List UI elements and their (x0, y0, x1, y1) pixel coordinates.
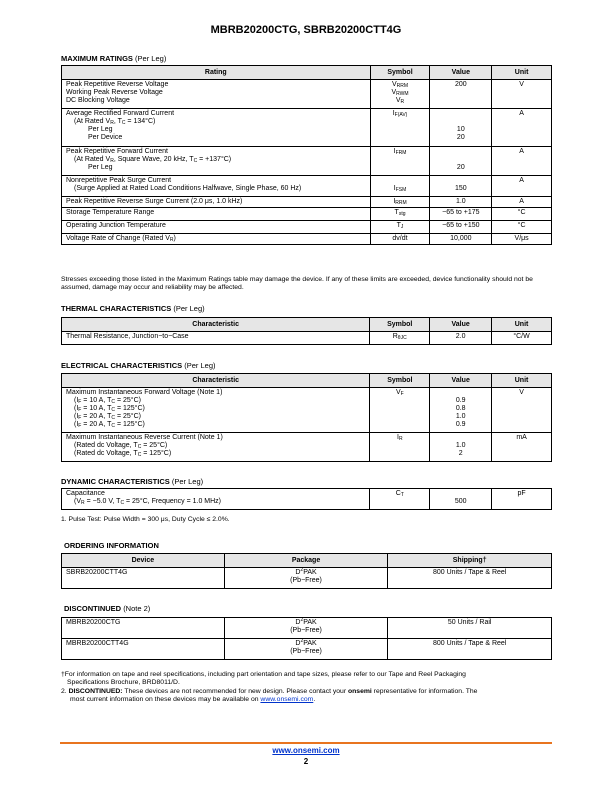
symbol: $V_F$ (370, 388, 430, 433)
unit: A (492, 197, 552, 208)
package-cell: $D^2PAK$ (Pb−Free) (224, 639, 388, 660)
symbol: $I_{FSM}$ (370, 176, 430, 197)
symbol: $T_{stg}$ (370, 208, 430, 221)
test-condition: ($I_F = 20$ A, $T_C = 125^\circ C$) (74, 421, 145, 429)
table-header-row (62, 318, 552, 332)
value: −65 to +175 (430, 208, 492, 221)
table-row (62, 618, 552, 639)
unit: V (492, 80, 552, 109)
col-header: Device (62, 554, 225, 568)
pulse-test-note: 1. Pulse Test: Pulse Width = 300 μs, Duty Cycle ≤ 2.0%. (61, 516, 230, 523)
device-cell: SBRB20200CTT4G (62, 568, 225, 589)
table-row (62, 109, 552, 147)
characteristic-label: Thermal Resistance, Junction−to−Case (62, 332, 370, 345)
rating-condition: (At Rated $V_R$, $T_C = 134^\circ C$) (74, 118, 156, 126)
page-header-title: MBRB20200CTG, SBRB20200CTT4G (210, 24, 402, 36)
table-row (62, 388, 552, 433)
electrical-table (61, 373, 552, 462)
value: −65 to +150 (430, 221, 492, 234)
rating-label: Peak Repetitive Forward Current (66, 148, 168, 155)
col-header: Shipping† (388, 554, 552, 568)
shipping-cell: 800 Units / Tape & Reel (388, 639, 552, 660)
value: 10,000 (430, 234, 492, 245)
shipping-cell: 50 Units / Rail (388, 618, 552, 639)
value: 150 (430, 176, 492, 197)
value: 200 (430, 80, 492, 109)
dynamic-table (61, 488, 552, 510)
col-header: Value (430, 66, 492, 80)
rating-label: Peak Repetitive Reverse Surge Current (2.0 μs, 1.0 kHz) (62, 197, 371, 208)
table-row (62, 80, 552, 109)
unit: A (492, 109, 552, 147)
col-header: Rating (62, 66, 371, 80)
unit: A (492, 176, 552, 197)
dynamic-heading: DYNAMIC CHARACTERISTICS (Per Leg) (61, 477, 204, 486)
max-ratings-sub: (Per Leg) (135, 54, 167, 63)
symbol: $C_T$ (370, 489, 430, 510)
table-header-row (62, 66, 552, 80)
unit: mA (492, 433, 552, 462)
rating-label: Storage Temperature Range (62, 208, 371, 221)
rating-label: Voltage Rate of Change (Rated $V_R$) (62, 234, 371, 245)
rating-label: Working Peak Reverse Voltage (66, 89, 163, 96)
characteristic-label: Maximum Instantaneous Reverse Current (Note 1) (66, 434, 223, 441)
symbol: $I_{F(AV)}$ (370, 109, 430, 147)
footer-divider (60, 742, 552, 744)
ordering-heading: ORDERING INFORMATION (64, 541, 159, 550)
test-condition: (Rated dc Voltage, $T_C = 125^\circ C$) (74, 450, 172, 458)
symbol: $V_{RRM}$ (391, 81, 409, 89)
electrical-heading: ELECTRICAL CHARACTERISTICS (Per Leg) (61, 361, 216, 370)
rating-label: DC Blocking Voltage (66, 97, 130, 104)
table-row (62, 332, 552, 345)
col-header: Characteristic (62, 374, 370, 388)
rating-condition: (Surge Applied at Rated Load Conditions Halfwave, Single Phase, 60 Hz) (74, 185, 302, 192)
rating-label: Peak Repetitive Reverse Voltage (66, 81, 169, 88)
package-cell: $D^2PAK$ (Pb−Free) (224, 568, 388, 589)
table-row (62, 489, 552, 510)
value: 2.0 (430, 332, 492, 345)
col-header: Symbol (370, 374, 430, 388)
unit: V (492, 388, 552, 433)
rating-label: Operating Junction Temperature (62, 221, 371, 234)
rating-condition: (At Rated $V_R$, Square Wave, 20 kHz, $T_C = +137^\circ C$) (74, 156, 232, 164)
device-cell: MBRB20200CTT4G (62, 639, 225, 660)
value: 1.0 (430, 197, 492, 208)
test-condition: ($I_F = 10$ A, $T_C = 125^\circ C$) (74, 405, 145, 413)
symbol: $I_{RRM}$ (370, 197, 430, 208)
col-header: Package (224, 554, 388, 568)
table-header-row (62, 374, 552, 388)
col-header: Characteristic (62, 318, 370, 332)
col-header: Unit (492, 374, 552, 388)
unit: pF (492, 489, 552, 510)
unit: V/μs (492, 234, 552, 245)
test-condition: ($V_R = -5.0$ V, $T_C = 25^\circ C$, Frequency = 1.0 MHz) (74, 498, 222, 506)
value: 1.0 2 (430, 433, 492, 462)
characteristic-label: Maximum Instantaneous Forward Voltage (Note 1) (66, 389, 223, 396)
discontinued-table (61, 617, 552, 660)
shipping-cell: 800 Units / Tape & Reel (388, 568, 552, 589)
table-row (62, 147, 552, 176)
thermal-heading: THERMAL CHARACTERISTICS (Per Leg) (61, 304, 205, 313)
test-condition: ($I_F = 20$ A, $T_C = 25^\circ C$) (74, 413, 141, 421)
rating-label: Per Device (88, 134, 123, 141)
footer-website-link[interactable]: www.onsemi.com (272, 746, 340, 755)
footer-link-wrap (0, 746, 612, 755)
table-row (62, 221, 552, 234)
test-condition: (Rated dc Voltage, $T_C = 25^\circ C$) (74, 442, 168, 450)
max-ratings-heading (61, 54, 166, 63)
symbol: $V_{RWM}$ (391, 89, 409, 97)
symbol: $R_{\theta JC}$ (370, 332, 430, 345)
rating-label: Nonrepetitive Peak Surge Current (66, 177, 172, 184)
col-header: Value (430, 374, 492, 388)
col-header: Unit (492, 66, 552, 80)
table-row (62, 639, 552, 660)
onsemi-link[interactable]: www.onsemi.com (260, 696, 314, 703)
col-header: Symbol (370, 66, 430, 80)
unit: °C (492, 208, 552, 221)
unit: °C (492, 221, 552, 234)
max-ratings-title: MAXIMUM RATINGS (61, 54, 133, 63)
value: 500 (430, 489, 492, 510)
symbol: $I_{FRM}$ (370, 147, 430, 176)
rating-label: Per Leg (88, 126, 113, 133)
value: 20 (430, 147, 492, 176)
col-header: Value (430, 318, 492, 332)
unit: °C/W (492, 332, 552, 345)
col-header: Symbol (370, 318, 430, 332)
symbol: dv/dt (370, 234, 430, 245)
discontinued-heading: DISCONTINUED (Note 2) (64, 604, 151, 613)
table-row (62, 176, 552, 197)
ordering-table (61, 553, 552, 589)
unit: A (492, 147, 552, 176)
table-row (62, 208, 552, 221)
value: 10 20 (430, 109, 492, 147)
rating-label: Average Rectified Forward Current (66, 110, 175, 117)
value: 0.9 0.8 1.0 0.9 (430, 388, 492, 433)
table-row (62, 234, 552, 245)
page-number: 2 (303, 757, 309, 766)
max-ratings-table (61, 65, 552, 245)
stress-note: Stresses exceeding those listed in the Maximum Ratings table may damage the device. If any of these limits are exceeded, device functionality should not be assumed, damage may occur and reliability may be affected. (61, 276, 533, 291)
symbol: $V_R$ (395, 97, 405, 105)
table-header-row (62, 554, 552, 568)
thermal-table (61, 317, 552, 345)
table-row (62, 568, 552, 589)
test-condition: ($I_F = 10$ A, $T_C = 25^\circ C$) (74, 397, 141, 405)
rating-label: Per Leg (88, 164, 113, 171)
table-row (62, 197, 552, 208)
symbol: $T_J$ (370, 221, 430, 234)
symbol: $I_R$ (370, 433, 430, 462)
table-row (62, 433, 552, 462)
device-cell: MBRB20200CTG (62, 618, 225, 639)
package-cell: $D^2PAK$ (Pb−Free) (224, 618, 388, 639)
discontinued-note: 2. DISCONTINUED: These devices are not recommended for new design. Please contact your onsemi representative for information. The most current information on these devices may be available on www.onsemi.com. (61, 688, 478, 703)
characteristic-label: Capacitance (66, 490, 105, 497)
tape-reel-note: †For information on tape and reel specifications, including part orientation and tape sizes, please refer to our Tape and Reel Packaging Specifications Brochure, BRD8011/D. (61, 671, 466, 686)
col-header: Unit (492, 318, 552, 332)
